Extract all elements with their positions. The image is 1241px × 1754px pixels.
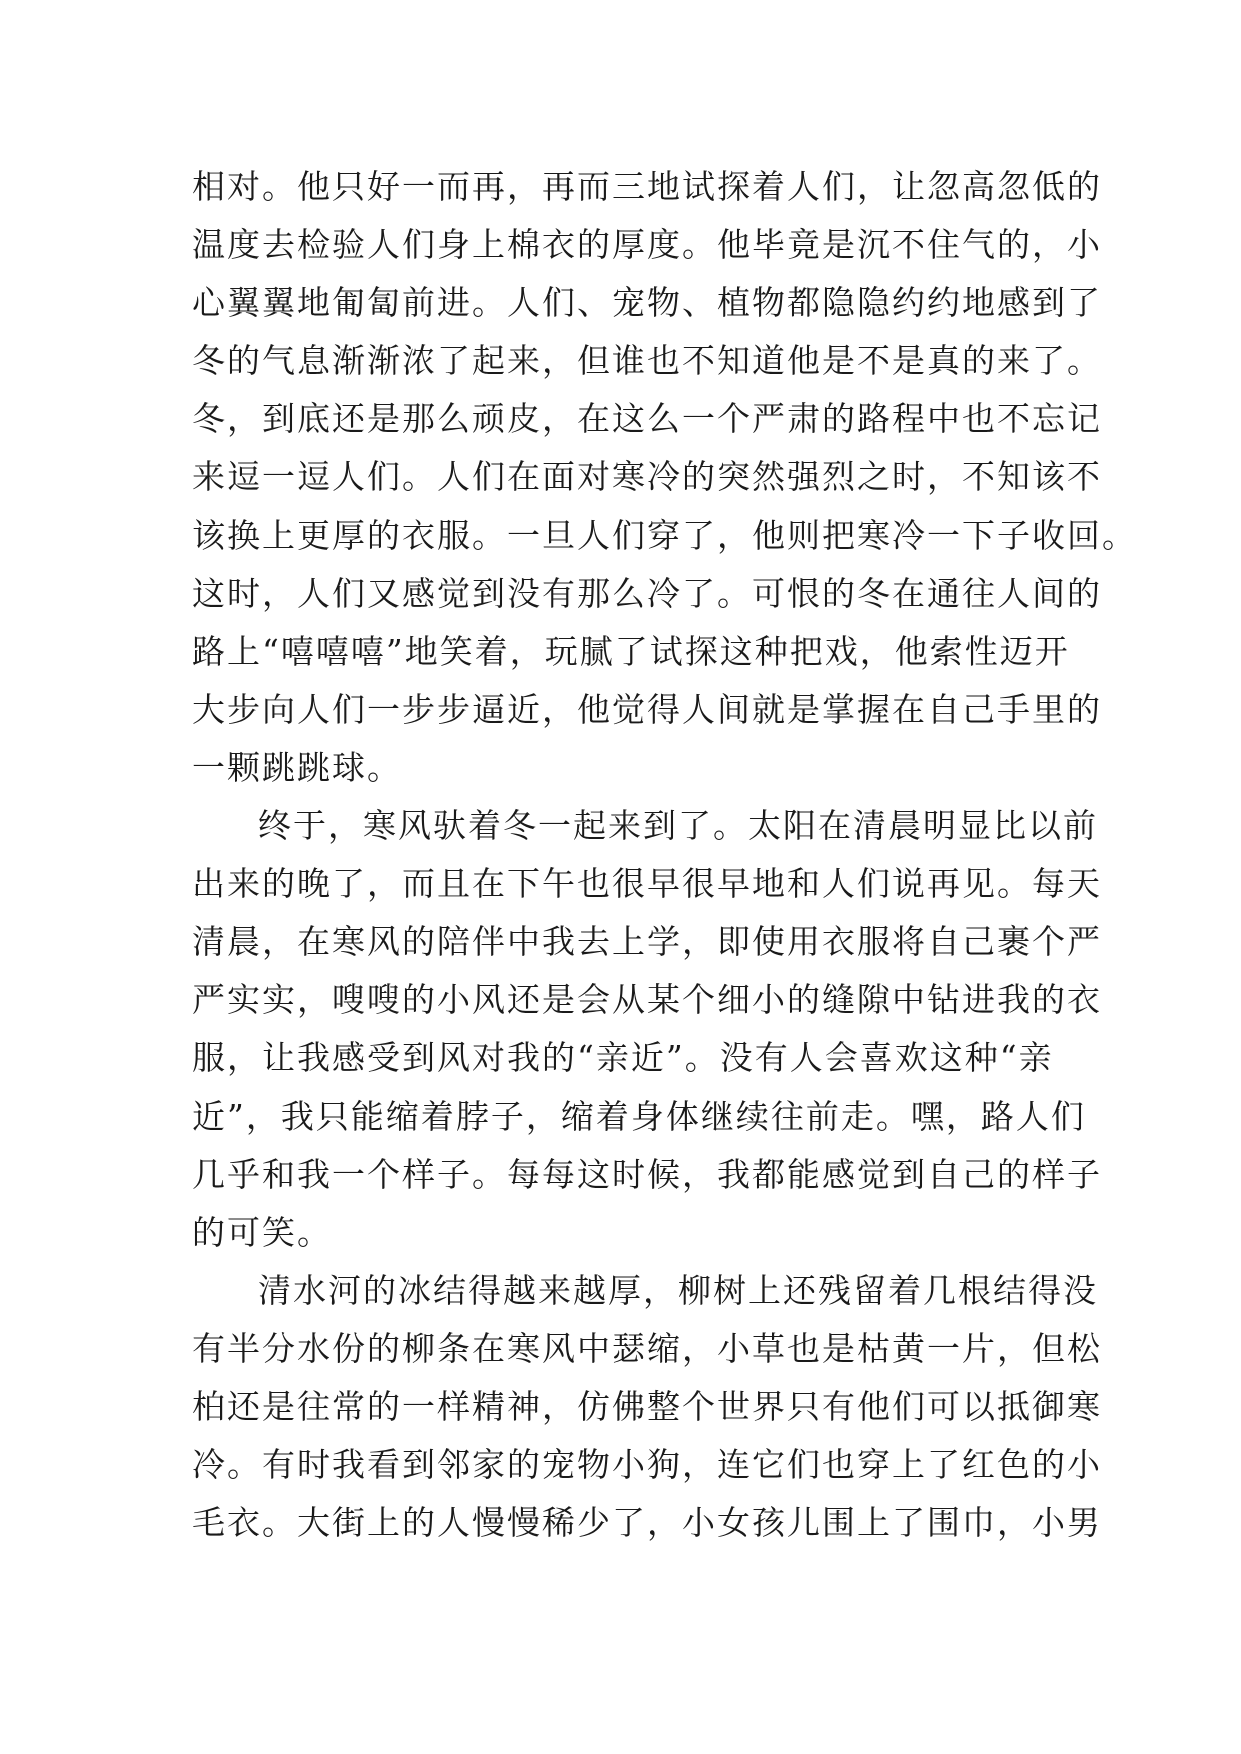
text-line: 柏还是往常的一样精神，仿佛整个世界只有他们可以抵御寒 (192, 1386, 1102, 1426)
text-line: 的可笑。 (192, 1212, 332, 1252)
text-line: 路上“嘻嘻嘻”地笑着，玩腻了试探这种把戏，他索性迈开 (192, 631, 1070, 671)
text-line: 几乎和我一个样子。每每这时候，我都能感觉到自己的样子 (192, 1154, 1102, 1194)
text-line: 大步向人们一步步逼近，他觉得人间就是掌握在自己手里的 (192, 689, 1102, 729)
text-line: 来逗一逗人们。人们在面对寒冷的突然强烈之时，不知该不 (192, 457, 1102, 497)
text-line: 毛衣。大街上的人慢慢稀少了，小女孩儿围上了围巾，小男 (192, 1503, 1102, 1543)
text-line: 心翼翼地匍匐前进。人们、宠物、植物都隐隐约约地感到了 (192, 283, 1102, 323)
text-line: 一颗跳跳球。 (192, 747, 402, 787)
document-body (192, 158, 1137, 1552)
text-line: 清晨，在寒风的陪伴中我去上学，即使用衣服将自己裹个严 (192, 922, 1102, 962)
text-line: 温度去检验人们身上棉衣的厚度。他毕竟是沉不住气的，小 (192, 225, 1102, 265)
text-line: 冬，到底还是那么顽皮，在这么一个严肃的路程中也不忘记 (192, 399, 1102, 439)
text-line: 终于，寒风驮着冬一起来到了。太阳在清晨明显比以前 (258, 806, 1098, 846)
text-line: 近”，我只能缩着脖子，缩着身体继续往前走。嘿，路人们 (192, 1096, 1086, 1136)
text-line: 清水河的冰结得越来越厚，柳树上还残留着几根结得没 (258, 1270, 1098, 1310)
text-line: 严实实，嗖嗖的小风还是会从某个细小的缝隙中钻进我的衣 (192, 980, 1102, 1020)
text-line: 相对。他只好一而再，再而三地试探着人们，让忽高忽低的 (192, 167, 1102, 206)
text-line: 这时，人们又感觉到没有那么冷了。可恨的冬在通往人间的 (192, 573, 1102, 613)
text-line: 有半分水份的柳条在寒风中瑟缩，小草也是枯黄一片，但松 (192, 1328, 1102, 1368)
text-line: 冷。有时我看到邻家的宠物小狗，连它们也穿上了红色的小 (192, 1445, 1102, 1485)
text-line: 服，让我感受到风对我的“亲近”。没有人会喜欢这种“亲 (192, 1038, 1054, 1078)
text-line: 该换上更厚的衣服。一旦人们穿了，他则把寒冷一下子收回。 (192, 515, 1137, 555)
text-line: 冬的气息渐渐浓了起来，但谁也不知道他是不是真的来了。 (192, 341, 1102, 381)
text-line: 出来的晚了，而且在下午也很早很早地和人们说再见。每天 (192, 864, 1102, 904)
